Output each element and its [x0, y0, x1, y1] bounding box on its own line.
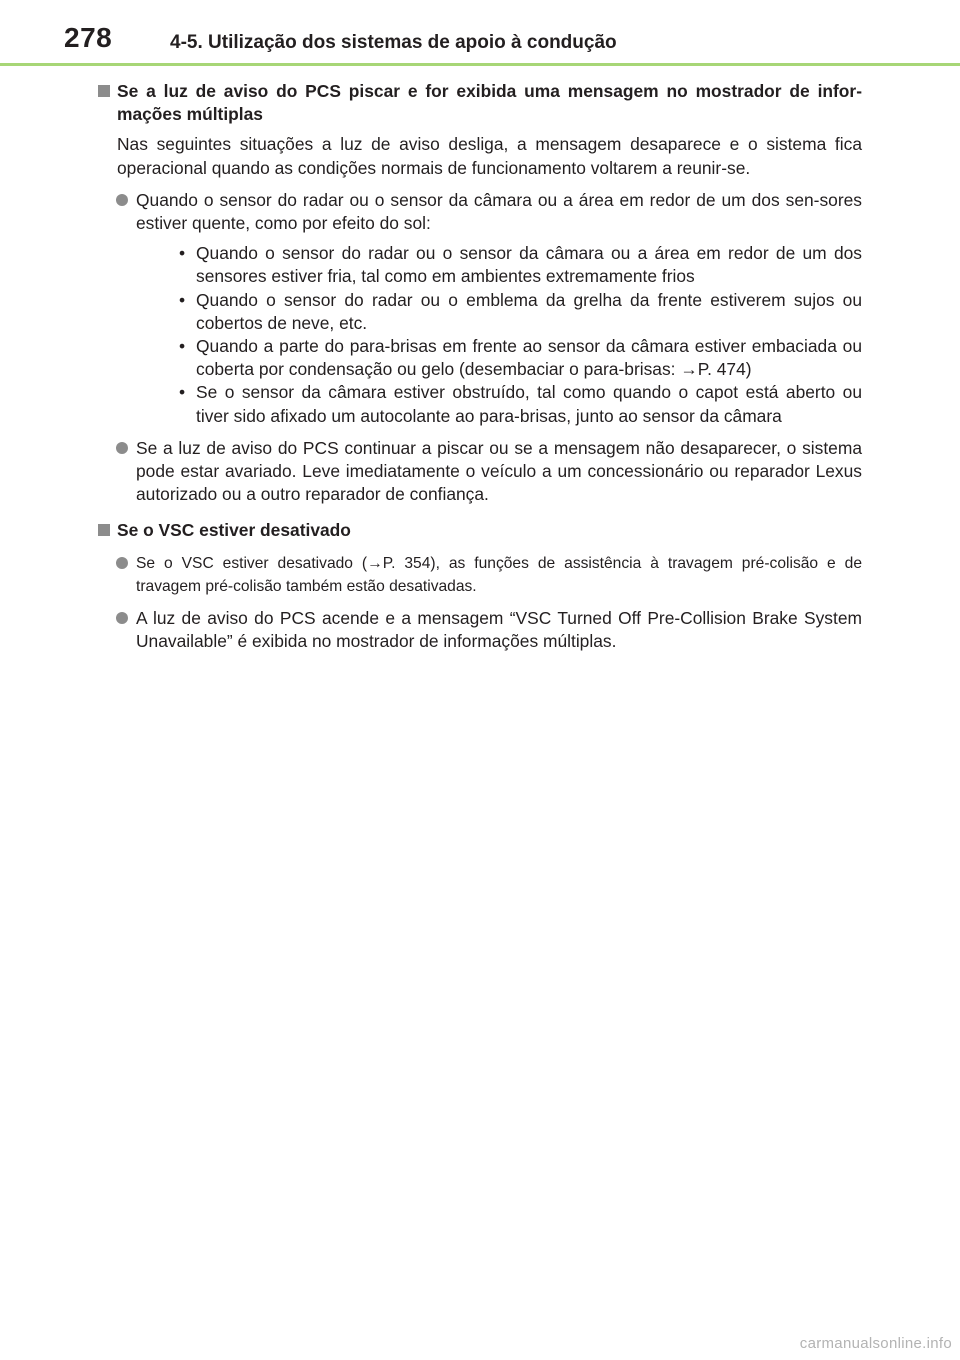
chapter-title: 4-5. Utilização dos sistemas de apoio à condução — [170, 32, 617, 53]
dot-marker-icon: • — [179, 243, 186, 264]
bullet-text: Se a luz de aviso do PCS continuar a piscar ou se a mensagem não desaparecer, o sistema pode estar avariado. Leve imediatamente o veículo a um concessionário ou reparador Lexus autorizado ou a outro reparador de confiança. — [136, 437, 862, 505]
section-heading-text: Se o VSC estiver desativado — [117, 520, 351, 541]
bullet-text: A luz de aviso do PCS acende e a mensagem “VSC Turned Off Pre-Collision Brake System Unavailable” é exibida no mostrador de informações múltiplas. — [136, 608, 862, 652]
sub-item-text: Quando o sensor do radar ou o sensor da câmara ou a área em redor de um dos sensores estiver fria, tal como em ambientes extremamente frios — [196, 243, 862, 287]
dot-marker-icon: • — [179, 382, 186, 403]
watermark-text: carmanualsonline.info — [799, 1335, 952, 1352]
bullet-item — [96, 607, 862, 653]
section-heading-text: Se a luz de aviso do PCS piscar e for exibida uma mensagem no mostrador de infor-mações múltiplas — [117, 81, 862, 125]
circle-bullet-icon — [116, 612, 128, 624]
square-bullet-icon — [98, 524, 110, 536]
sub-list-item — [136, 381, 862, 427]
header-divider — [0, 63, 960, 66]
bullet-item — [96, 552, 862, 598]
bullet-text: Se o VSC estiver desativado (→P. 354), as funções de assistência à travagem pré-colisão e de travagem pré-colisão também estão desativadas. — [136, 554, 862, 595]
section-heading-vsc-off — [96, 519, 862, 542]
sub-list-item — [136, 242, 862, 288]
dot-marker-icon: • — [179, 289, 186, 310]
bullet-text: Quando o sensor do radar ou o sensor da câmara ou a área em redor de um dos sen-sores estiver quente, como por efeito do sol: — [136, 189, 862, 234]
dot-marker-icon: • — [179, 336, 186, 357]
page-header — [0, 0, 960, 68]
section-heading-pcs-warning — [96, 80, 862, 126]
sub-item-text: Quando o sensor do radar ou o emblema da grelha da frente estiverem sujos ou cobertos de neve, etc. — [196, 289, 862, 333]
sub-item-text: Se o sensor da câmara estiver obstruído, tal como quando o capot está aberto ou tiver sido afixado um autocolante ao para-brisas, junto ao sensor da câmara — [196, 382, 862, 426]
page-content — [96, 80, 862, 653]
section-intro-paragraph: Nas seguintes situações a luz de aviso desliga, a mensagem desaparece e o sistema fica operacional quando as condições normais de funcionamento voltarem a reunir-se. — [117, 134, 862, 178]
sub-list-item — [136, 335, 862, 381]
page-number: 278 — [64, 22, 113, 53]
sub-list-item — [136, 289, 862, 335]
sub-list — [136, 242, 862, 428]
circle-bullet-icon — [116, 442, 128, 454]
circle-bullet-icon — [116, 194, 128, 206]
bullet-item — [96, 437, 862, 507]
circle-bullet-icon — [116, 557, 128, 569]
sub-item-text: Quando a parte do para-brisas em frente ao sensor da câmara estiver embaciada ou coberta por condensação ou gelo (desembaciar o para-brisas: →P. 474) — [196, 336, 862, 380]
bullet-item — [96, 189, 862, 428]
square-bullet-icon — [98, 85, 110, 97]
